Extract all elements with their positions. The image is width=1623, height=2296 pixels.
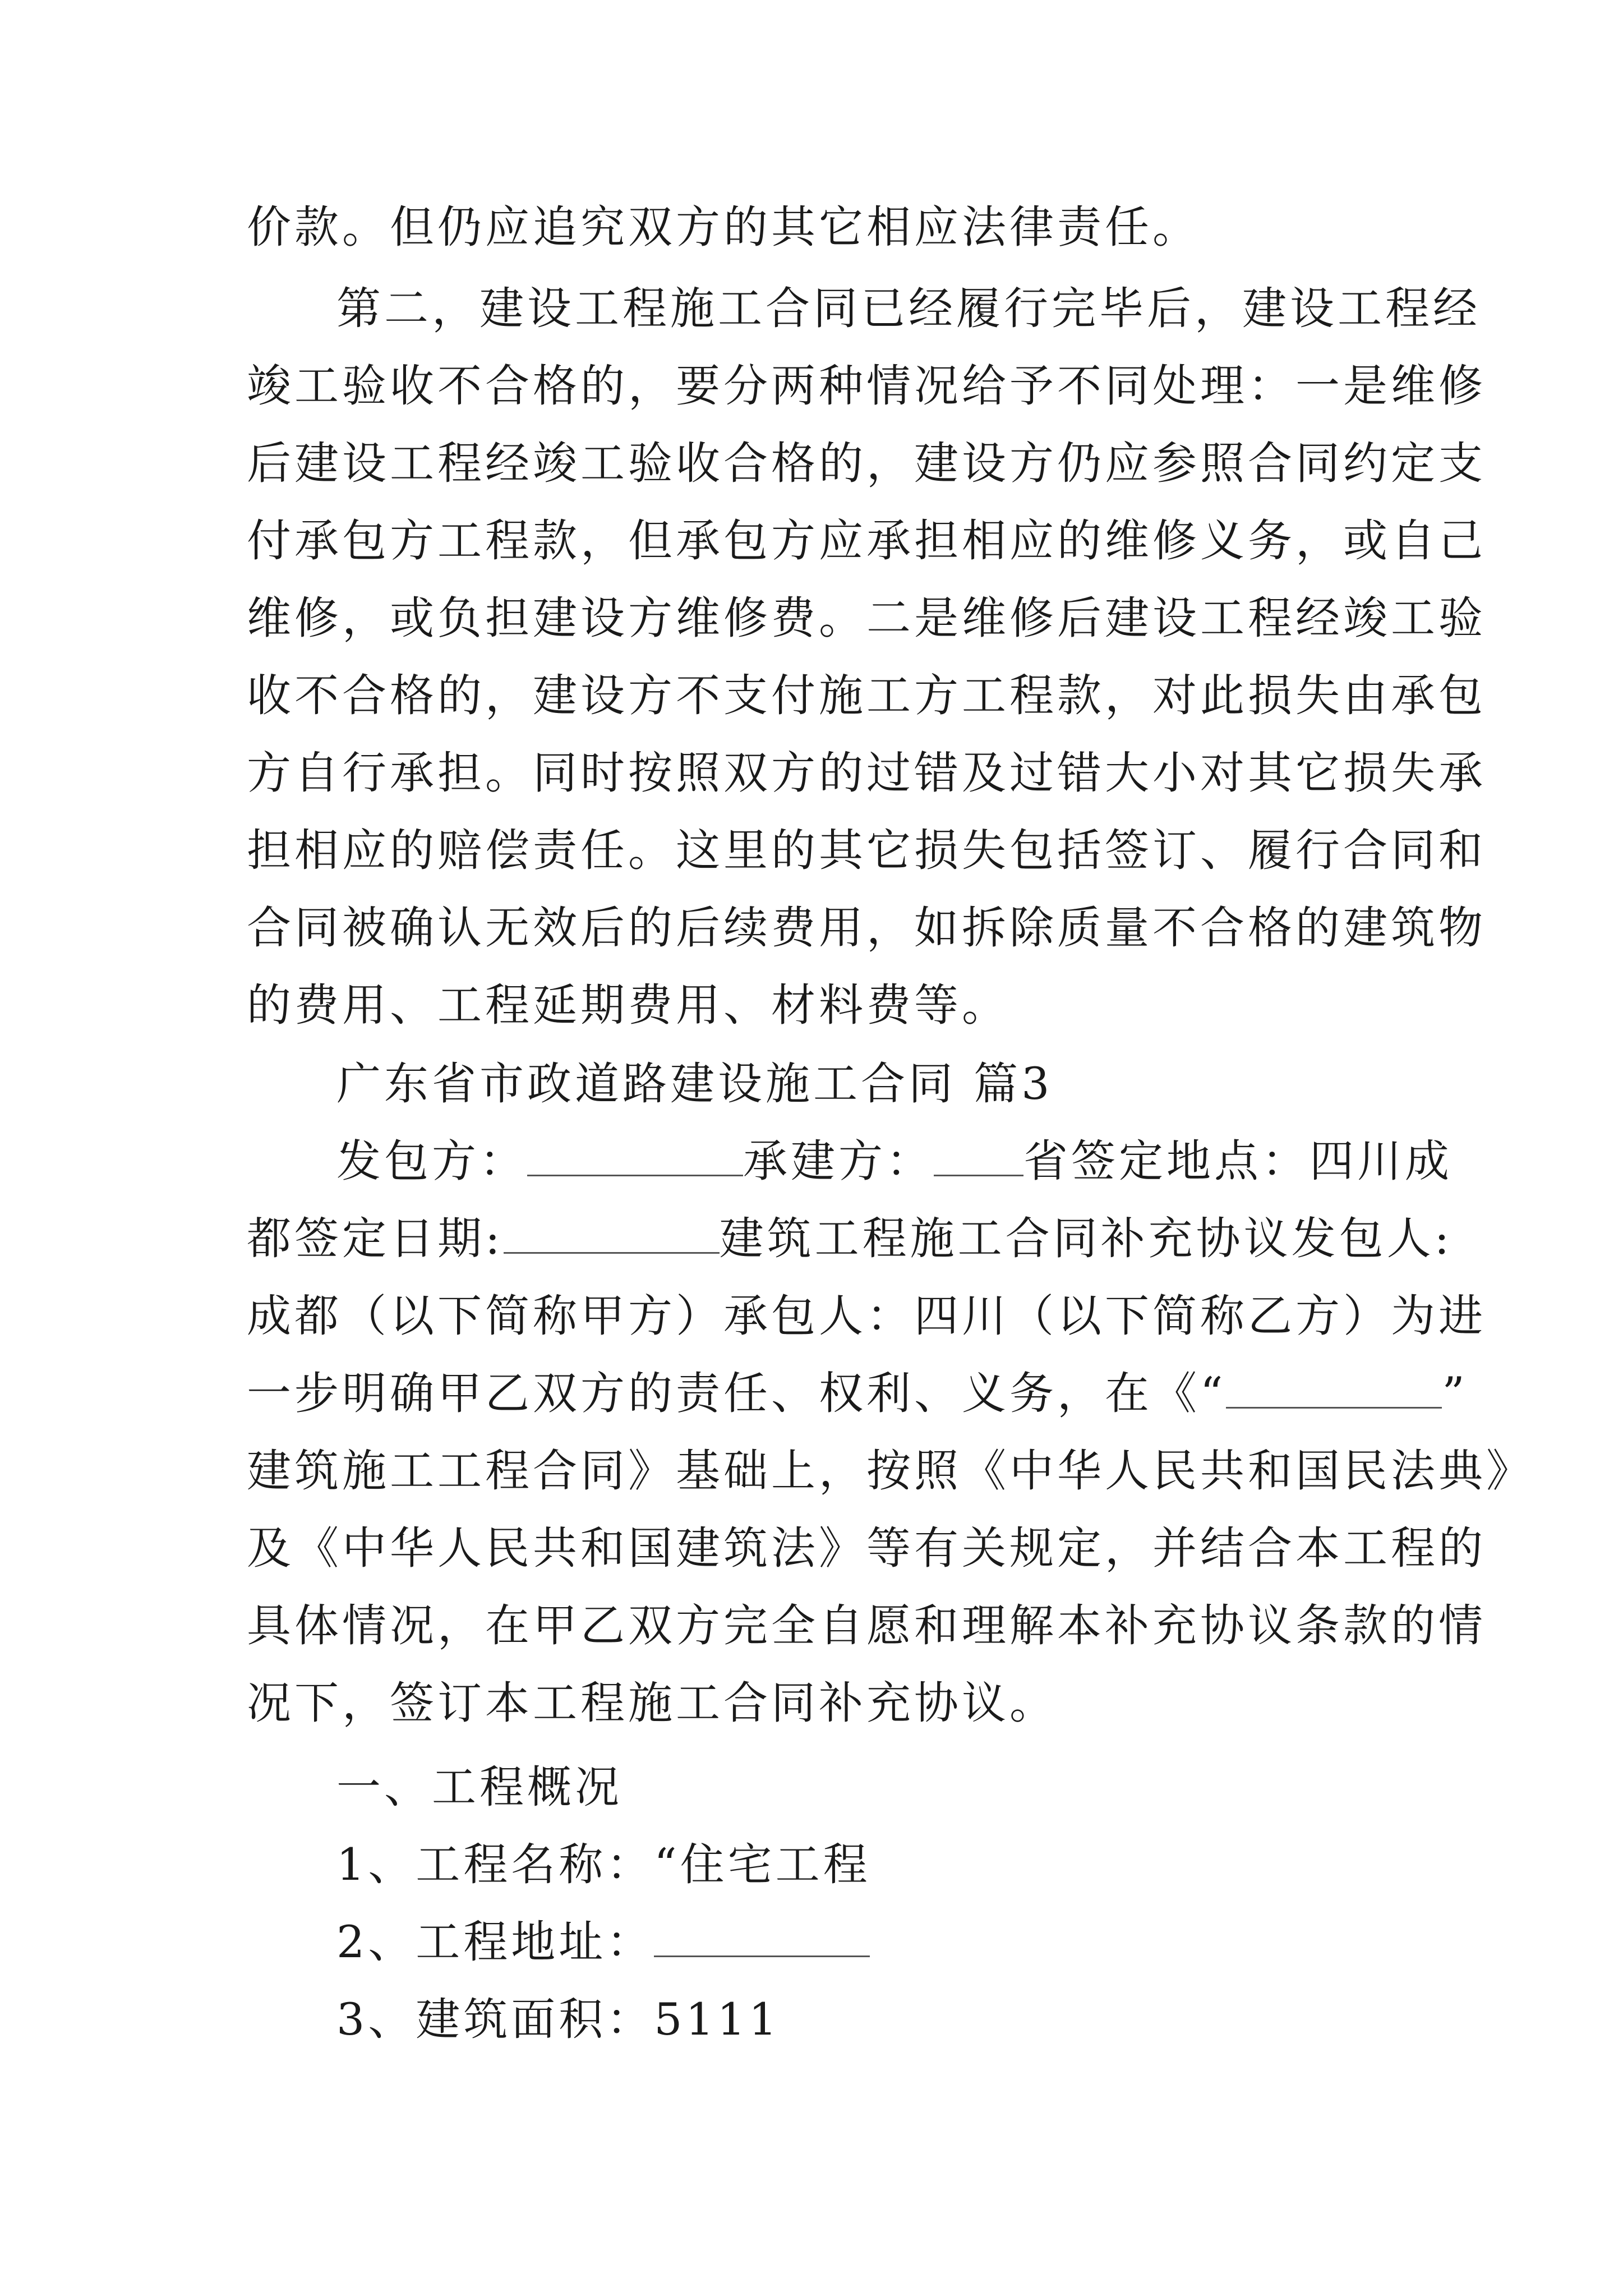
text-segment: 2、工程地址： xyxy=(336,1916,654,1968)
blank-field xyxy=(654,1921,870,1957)
text-line: 建筑施工工程合同》基础上，按照《中华人民共和国民法典》 xyxy=(247,1445,1534,1497)
text-line: 具体情况，在甲乙双方完全自愿和理解本补充协议条款的情 xyxy=(247,1600,1486,1651)
text-line: 成都（以下简称甲方）承包人：四川（以下简称乙方）为进 xyxy=(247,1290,1486,1342)
paragraph-start: 第二，建设工程施工合同已经履行完毕后，建设工程经 xyxy=(336,283,1481,334)
text-line: 及《中华人民共和国建筑法》等有关规定，并结合本工程的 xyxy=(247,1522,1486,1574)
text-line xyxy=(247,1213,1453,1264)
text-segment: 省签定地点：四川成 xyxy=(1023,1135,1453,1187)
blank-field xyxy=(504,1217,720,1254)
blank-field xyxy=(1226,1372,1442,1409)
blank-field xyxy=(527,1140,743,1176)
text-segment: 都签定日期: xyxy=(247,1213,504,1264)
section-heading: 一、工程概况 xyxy=(336,1761,623,1813)
text-segment: 发包方： xyxy=(336,1135,527,1187)
text-line: 后建设工程经竣工验收合格的，建设方仍应参照合同约定支 xyxy=(247,438,1486,489)
list-item: 3、建筑面积：5111 xyxy=(336,1994,781,2045)
text-segment: 一步明确甲乙双方的责任、权利、义务，在《“ xyxy=(247,1368,1227,1419)
section-heading: 广东省市政道路建设施工合同 篇3 xyxy=(336,1058,1053,1110)
text-line: 维修，或负担建设方维修费。二是维修后建设工程经竣工验 xyxy=(247,592,1486,644)
text-line: 合同被确认无效后的后续费用，如拆除质量不合格的建筑物 xyxy=(247,902,1486,954)
text-segment: 承建方： xyxy=(743,1135,934,1187)
text-segment: ” xyxy=(1442,1368,1468,1419)
text-line: 的费用、工程延期费用、材料费等。 xyxy=(247,979,1009,1031)
blank-field xyxy=(934,1140,1023,1176)
text-line: 担相应的赔偿责任。这里的其它损失包括签订、履行合同和 xyxy=(247,825,1486,876)
text-line xyxy=(336,1136,1453,1186)
text-line xyxy=(247,1368,1468,1419)
text-line: 况下，签订本工程施工合同补充协议。 xyxy=(247,1677,1057,1729)
text-segment: 建筑工程施工合同补充协议发包人: xyxy=(719,1213,1453,1264)
text-line: 竣工验收不合格的，要分两种情况给予不同处理：一是维修 xyxy=(247,360,1486,412)
text-line: 价款。但仍应追究双方的其它相应法律责任。 xyxy=(247,201,1200,253)
text-line: 付承包方工程款，但承包方应承担相应的维修义务，或自己 xyxy=(247,515,1486,567)
text-line: 收不合格的，建设方不支付施工方工程款，对此损失由承包 xyxy=(247,670,1486,721)
text-line: 方自行承担。同时按照双方的过错及过错大小对其它损失承 xyxy=(247,747,1486,799)
list-item xyxy=(336,1917,870,1967)
list-item: 1、工程名称：“住宅工程 xyxy=(336,1839,871,1890)
